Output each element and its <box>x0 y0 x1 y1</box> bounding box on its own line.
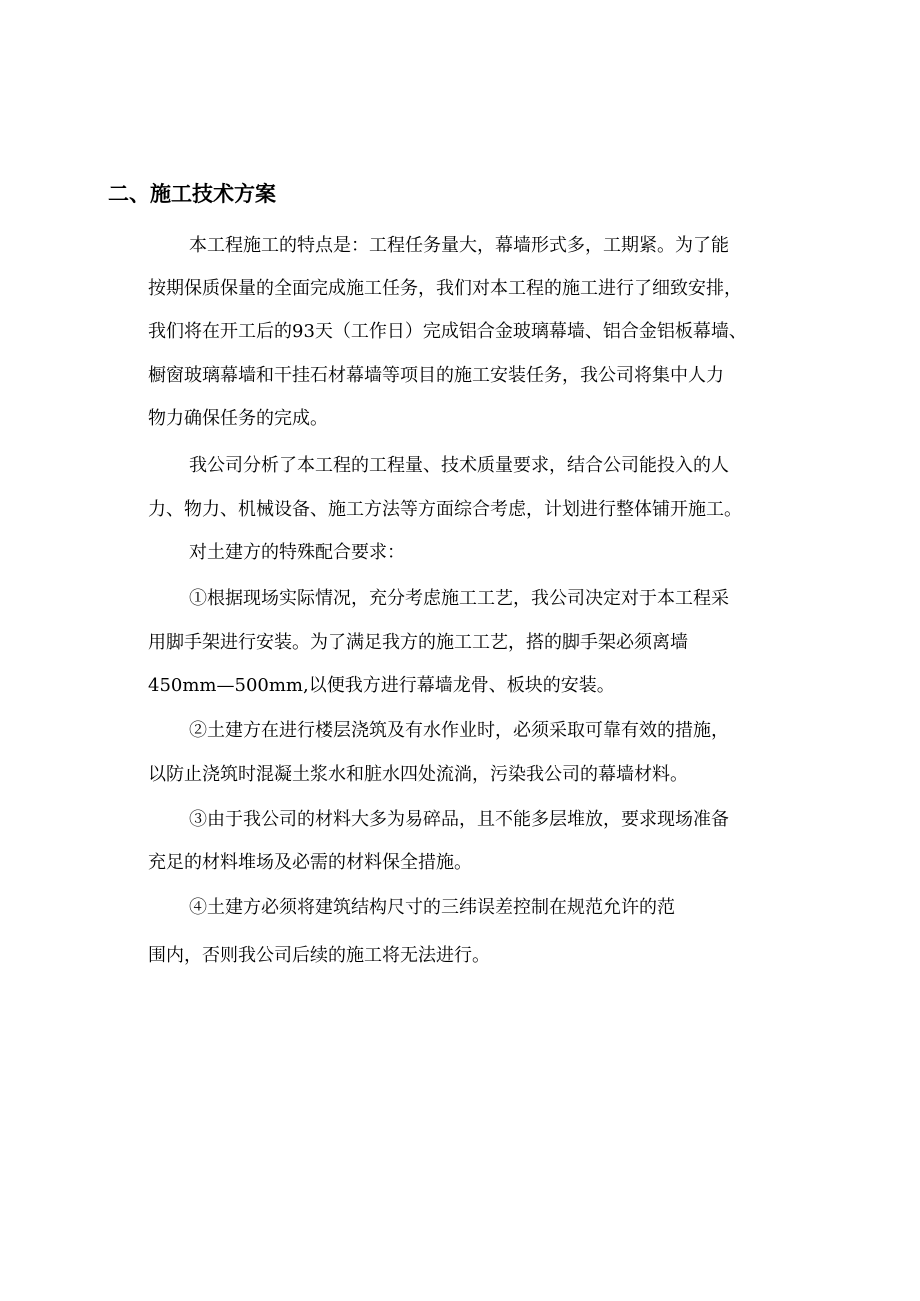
paragraph-1-line-1: 本工程施工的特点是：工程任务量大，幕墙形式多，工期紧。为了能 <box>189 235 729 256</box>
paragraph-6-line-2: 充足的材料堆场及必需的材料保全措施。 <box>148 852 472 873</box>
paragraph-4-line-1: ①根据现场实际情况，充分考虑施工工艺，我公司决定对于本工程采 <box>189 588 729 609</box>
paragraph-4-line-2: 用脚手架进行安装。为了满足我方的施工工艺，搭的脚手架必须离墙 <box>148 632 688 653</box>
paragraph-1-line-5: 物力确保任务的完成。 <box>148 408 328 429</box>
paragraph-2-line-1: 我公司分析了本工程的工程量、技术质量要求，结合公司能投入的人 <box>189 455 729 476</box>
paragraph-6-line-1: ③由于我公司的材料大多为易碎品，且不能多层堆放，要求现场准备 <box>189 809 729 830</box>
paragraph-7-line-1: ④土建方必须将建筑结构尺寸的三纬误差控制在规范允许的范 <box>189 897 675 918</box>
section-heading: 二、施工技术方案 <box>108 182 276 206</box>
paragraph-5-line-2: 以防止浇筑时混凝土浆水和脏水四处流淌，污染我公司的幕墙材料。 <box>148 764 688 785</box>
paragraph-1-line-3: 我们将在开工后的93天（工作日）完成铝合金玻璃幕墙、铝合金铝板幕墙、 <box>148 321 747 342</box>
paragraph-1-line-2: 按期保质保量的全面完成施工任务，我们对本工程的施工进行了细致安排， <box>148 278 742 299</box>
paragraph-2-line-2: 力、物力、机械设备、施工方法等方面综合考虑，计划进行整体铺开施工。 <box>148 499 742 520</box>
paragraph-3-line-1: 对土建方的特殊配合要求： <box>189 542 405 563</box>
paragraph-5-line-1: ②土建方在进行楼层浇筑及有水作业时，必须采取可靠有效的措施， <box>189 720 729 741</box>
paragraph-4-line-3: 450mm—500mm,以便我方进行幕墙龙骨、板块的安装。 <box>148 675 615 696</box>
paragraph-1-line-4: 橱窗玻璃幕墙和干挂石材幕墙等项目的施工安装任务，我公司将集中人力 <box>148 365 724 386</box>
paragraph-7-line-2: 围内，否则我公司后续的施工将无法进行。 <box>148 945 490 966</box>
